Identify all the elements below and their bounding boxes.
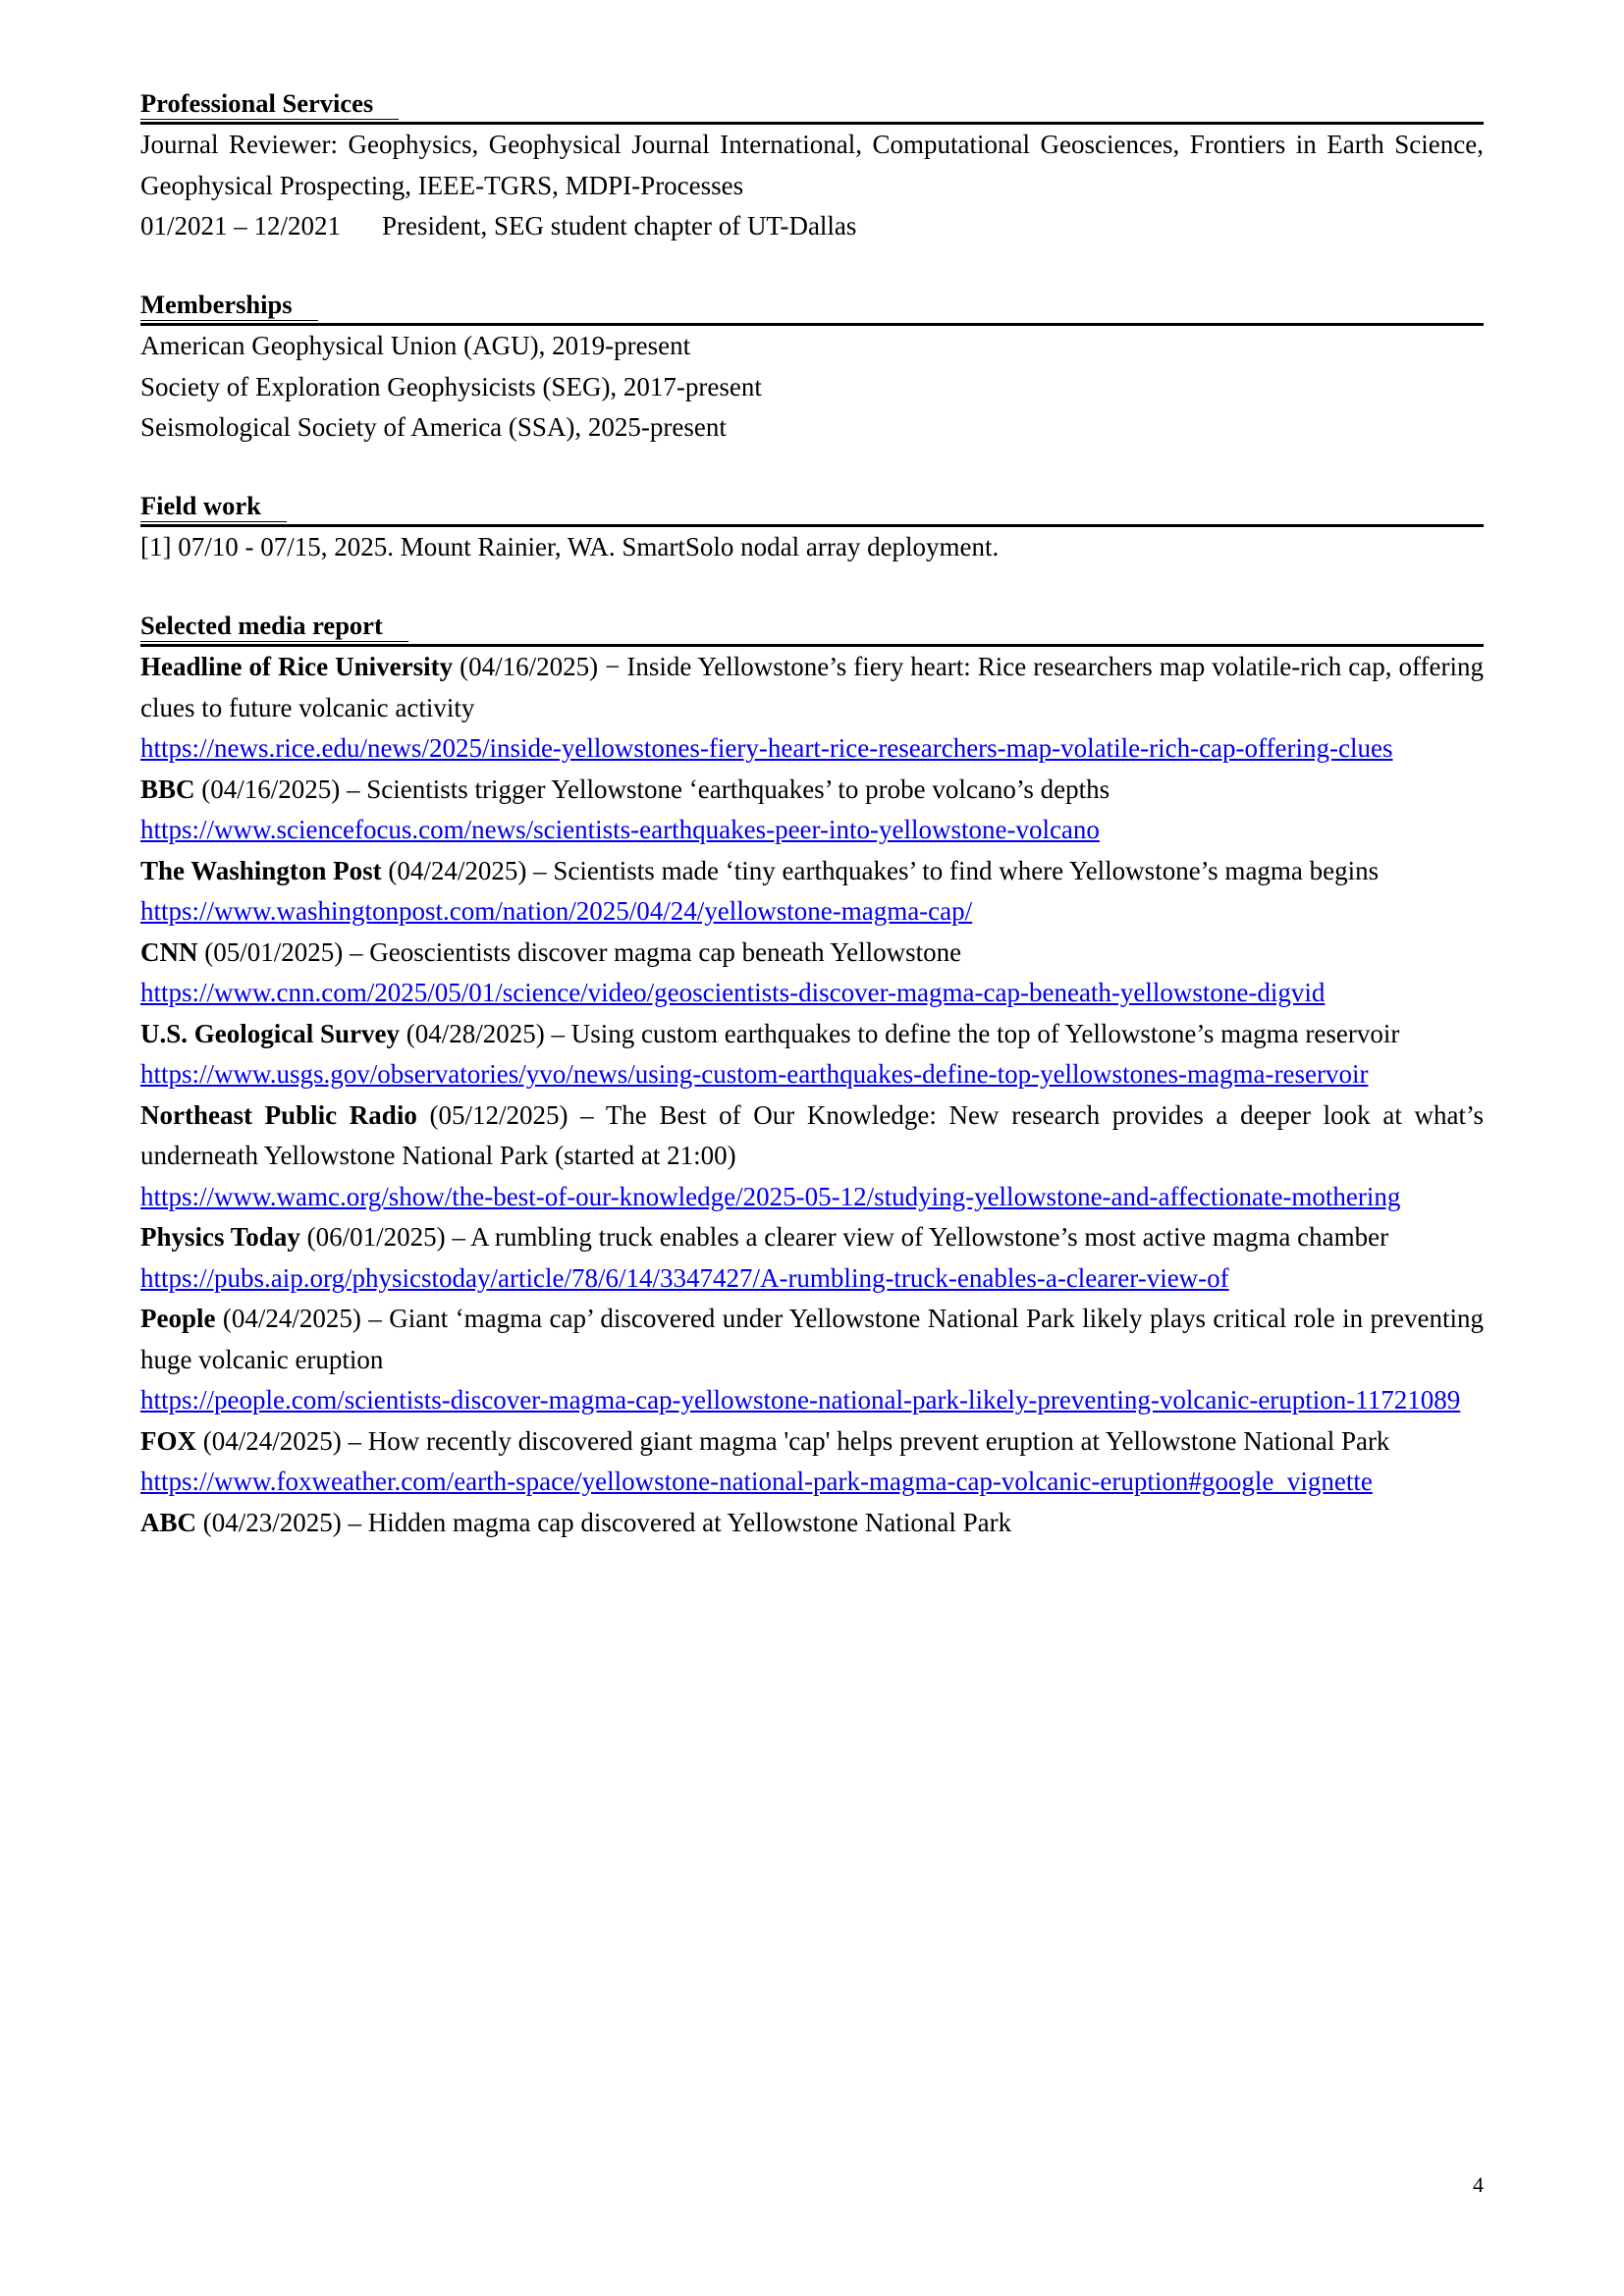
media-entry-description: (04/16/2025) – Scientists trigger Yellowstone ‘earthquakes’ to probe volcano’s depths xyxy=(194,774,1110,804)
media-entry-description: (04/24/2025) – How recently discovered giant magma 'cap' helps prevent eruption at Yellowstone National Park xyxy=(196,1425,1390,1456)
media-entry-title xyxy=(140,770,1484,811)
president-dates: 01/2021 – 12/2021 xyxy=(140,211,342,240)
section-heading-professional-services xyxy=(140,86,1484,125)
media-entry-title xyxy=(140,1421,1484,1463)
media-entry-description: (06/01/2025) – A rumbling truck enables a clearer view of Yellowstone’s most active magma chamber xyxy=(299,1222,1389,1252)
section-heading-label: Memberships xyxy=(140,290,318,321)
media-entry-link[interactable]: https://www.foxweather.com/earth-space/yellowstone-national-park-magma-cap-volcanic-eruption#google_vignette xyxy=(140,1467,1373,1496)
media-entry-title xyxy=(140,1503,1484,1544)
page-content xyxy=(140,86,1484,1543)
section-heading-memberships xyxy=(140,288,1484,326)
media-entry-link[interactable]: https://www.usgs.gov/observatories/yvo/news/using-custom-earthquakes-define-top-yellowstones-magma-reservoir xyxy=(140,1059,1369,1089)
membership-item: Society of Exploration Geophysicists (SEG), 2017-present xyxy=(140,371,762,401)
media-entry-description: (04/28/2025) – Using custom earthquakes to define the top of Yellowstone’s magma reservoir xyxy=(400,1018,1400,1048)
media-outlet-name: FOX xyxy=(140,1425,196,1456)
media-entry-link[interactable]: https://www.cnn.com/2025/05/01/science/video/geoscientists-discover-magma-cap-beneath-yellowstone-digvid xyxy=(140,978,1326,1007)
president-role: President, SEG student chapter of UT-Dallas xyxy=(382,211,857,240)
field-work-item: [1] 07/10 - 07/15, 2025. Mount Rainier, WA. SmartSolo nodal array deployment. xyxy=(140,532,1000,561)
media-entry-title xyxy=(140,1299,1484,1380)
membership-item: American Geophysical Union (AGU), 2019-present xyxy=(140,331,691,360)
media-entry-link[interactable]: https://www.washingtonpost.com/nation/2025/04/24/yellowstone-magma-cap/ xyxy=(140,896,973,926)
section-gap xyxy=(140,247,1484,289)
section-gap xyxy=(140,449,1484,490)
section-heading-label: Field work xyxy=(140,491,287,522)
media-entry-title xyxy=(140,1014,1484,1055)
media-entry-description: (05/12/2025) – The Best of Our Knowledge: New research provides a deeper look at what’s underneath Yellowstone National Park (started at 21:00) xyxy=(140,1099,1484,1170)
media-entry-link[interactable]: https://news.rice.edu/news/2025/inside-yellowstones-fiery-heart-rice-researchers-map-volatile-rich-cap-offering-clues xyxy=(140,733,1393,763)
media-outlet-name: BBC xyxy=(140,774,195,804)
section-heading-field-work xyxy=(140,489,1484,527)
media-outlet-name: People xyxy=(140,1304,216,1333)
professional-services-journal-reviewer: Journal Reviewer: Geophysics, Geophysical Journal International, Computational Geosciences, Frontiers in Earth Science, Geophysical Prospecting, IEEE-TGRS, MDPI-Processes xyxy=(140,130,1484,200)
media-entry-description: (05/01/2025) – Geoscientists discover magma cap beneath Yellowstone xyxy=(197,936,962,967)
section-gap xyxy=(140,568,1484,610)
media-outlet-name: CNN xyxy=(140,936,198,967)
media-entry-link[interactable]: https://www.sciencefocus.com/news/scientists-earthquakes-peer-into-yellowstone-volcano xyxy=(140,815,1100,844)
media-entry-title xyxy=(140,933,1484,974)
media-outlet-name: Physics Today xyxy=(140,1222,300,1252)
media-entry-description: (04/23/2025) – Hidden magma cap discovered at Yellowstone National Park xyxy=(196,1507,1012,1537)
media-outlet-name: Headline of Rice University xyxy=(140,652,454,681)
media-outlet-name: ABC xyxy=(140,1507,197,1537)
media-entry-title xyxy=(140,1217,1484,1258)
media-entry-link[interactable]: https://pubs.aip.org/physicstoday/article/78/6/14/3347427/A-rumbling-truck-enables-a-clearer-view-of xyxy=(140,1262,1229,1293)
professional-services-president-row xyxy=(140,206,1484,247)
page-number: 4 xyxy=(1473,2172,1484,2197)
media-outlet-name: Northeast Public Radio xyxy=(140,1099,417,1130)
media-entry-description: (04/24/2025) – Giant ‘magma cap’ discovered under Yellowstone National Park likely plays critical role in preventing huge volcanic eruption xyxy=(140,1304,1484,1374)
section-heading-label: Professional Services xyxy=(140,88,399,120)
media-entry-link[interactable]: https://www.wamc.org/show/the-best-of-our-knowledge/2025-05-12/studying-yellowstone-and-affectionate-mothering xyxy=(140,1181,1401,1211)
media-outlet-name: The Washington Post xyxy=(140,855,382,885)
section-heading-label: Selected media report xyxy=(140,611,408,642)
membership-item: Seismological Society of America (SSA), 2025-present xyxy=(140,412,727,442)
section-heading-selected-media-report xyxy=(140,609,1484,647)
media-entry-link[interactable]: https://people.com/scientists-discover-magma-cap-yellowstone-national-park-likely-preventing-volcanic-eruption-11721089 xyxy=(140,1385,1461,1415)
media-entry-title xyxy=(140,851,1484,892)
media-entry-title xyxy=(140,1095,1484,1177)
media-entry-title xyxy=(140,647,1484,728)
media-entry-description: (04/24/2025) – Scientists made ‘tiny earthquakes’ to find where Yellowstone’s magma begins xyxy=(381,855,1380,885)
media-entry-description: (04/16/2025) − Inside Yellowstone’s fiery heart: Rice researchers map volatile-rich cap, offering clues to future volcanic activity xyxy=(140,652,1484,722)
media-outlet-name: U.S. Geological Survey xyxy=(140,1018,400,1048)
